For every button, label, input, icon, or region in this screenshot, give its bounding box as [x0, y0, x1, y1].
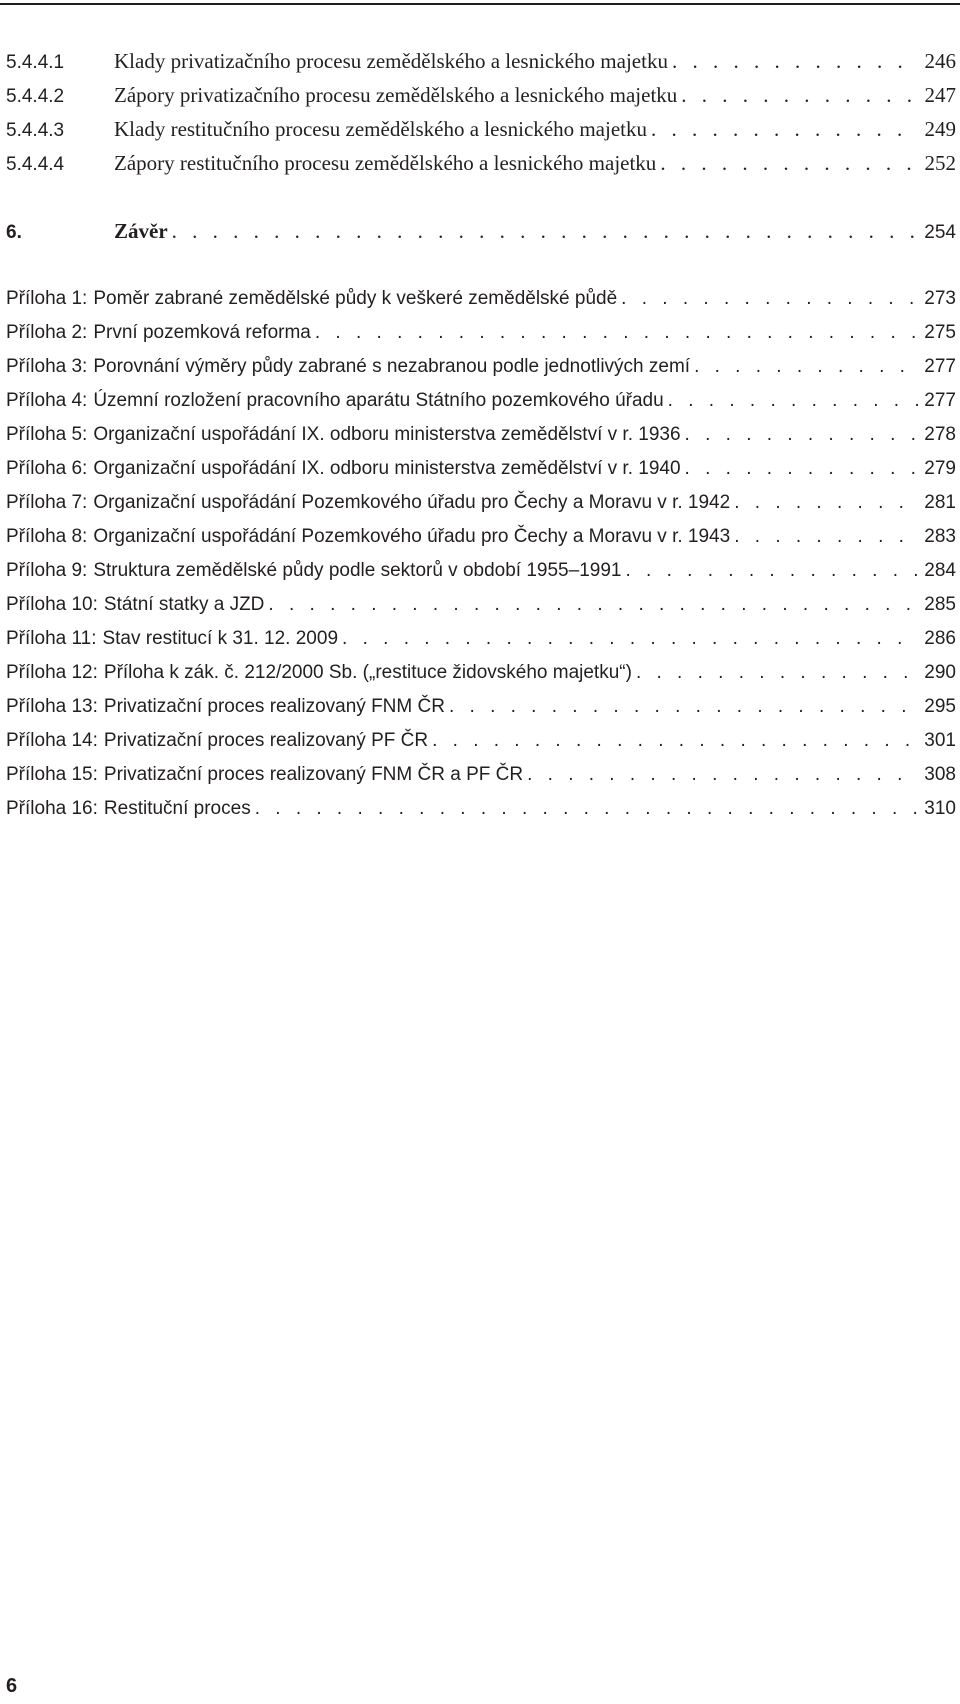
toc-entry-title: Struktura zemědělské půdy podle sektorů v období 1955–1991: [93, 560, 622, 581]
toc-entry-title: Organizační uspořádání IX. odboru ministerstva zemědělství v r. 1940: [93, 458, 681, 479]
toc-entry-label: Příloha 13:: [6, 696, 98, 717]
toc-entry-appendix-1[interactable]: [6, 282, 956, 316]
toc-entry-appendix-8[interactable]: [6, 520, 956, 554]
dot-leader: [690, 350, 918, 384]
dot-leader: [445, 690, 918, 724]
toc-entry-label: Příloha 6:: [6, 458, 88, 479]
toc-entry-page: 254: [924, 222, 956, 243]
toc-entry-number: 6.: [6, 222, 22, 243]
toc-entry-page: 283: [924, 526, 956, 547]
toc-entry-page: 285: [924, 594, 956, 615]
toc-entry-title: Zápory privatizačního procesu zemědělského a lesnického majetku: [114, 83, 678, 107]
toc-entry-appendix-10[interactable]: [6, 588, 956, 622]
toc-entry-title: Porovnání výměry půdy zabrané s nezabranou podle jednotlivých zemí: [93, 356, 691, 377]
toc-entry-page: 301: [924, 730, 956, 751]
toc-entry-page: 277: [924, 356, 956, 377]
toc-entry-page: 278: [924, 424, 956, 445]
toc-entry-appendix-2[interactable]: [6, 316, 956, 350]
dot-leader: [311, 316, 918, 350]
toc-entry-label: Příloha 9:: [6, 560, 88, 581]
toc-entry-5-4-4-2[interactable]: [6, 78, 956, 112]
toc-entry-appendix-3[interactable]: [6, 350, 956, 384]
toc-entry-appendix-15[interactable]: [6, 758, 956, 792]
toc-entry-page: 277: [924, 390, 956, 411]
dot-leader: [251, 792, 918, 826]
dot-leader: [656, 146, 918, 180]
toc-entry-appendix-14[interactable]: [6, 724, 956, 758]
dot-leader: [264, 588, 918, 622]
toc-entry-page: 290: [924, 662, 956, 683]
toc-entry-page: 308: [924, 764, 956, 785]
toc-entry-appendix-7[interactable]: [6, 486, 956, 520]
dot-leader: [730, 486, 918, 520]
dot-leader: [681, 452, 918, 486]
toc-entry-title: Klady privatizačního procesu zemědělského a lesnického majetku: [114, 49, 668, 73]
top-rule: [0, 3, 960, 5]
toc-entry-label: Příloha 12:: [6, 662, 98, 683]
toc-entry-label: Příloha 1:: [6, 288, 88, 309]
dot-leader: [523, 758, 918, 792]
toc-entry-page: 284: [924, 560, 956, 581]
toc-entry-page: 295: [924, 696, 956, 717]
toc-entry-number: 5.4.4.4: [6, 154, 65, 175]
toc-entry-title: Závěr: [114, 219, 168, 243]
toc-entry-appendix-12[interactable]: [6, 656, 956, 690]
toc-entry-page: 246: [924, 49, 956, 73]
dot-leader: [664, 384, 918, 418]
toc-entry-title: Klady restitučního procesu zemědělského a lesnického majetku: [114, 117, 647, 141]
toc-entry-appendix-5[interactable]: [6, 418, 956, 452]
toc-entry-5-4-4-1[interactable]: [6, 44, 956, 78]
toc-entry-appendix-4[interactable]: [6, 384, 956, 418]
toc-entry-appendix-6[interactable]: [6, 452, 956, 486]
dot-leader: [428, 724, 918, 758]
toc-entry-label: Příloha 15:: [6, 764, 98, 785]
toc-entry-title: Organizační uspořádání Pozemkového úřadu pro Čechy a Moravu v r. 1943: [93, 526, 731, 547]
toc-entry-label: Příloha 5:: [6, 424, 88, 445]
toc-entry-label: Příloha 14:: [6, 730, 98, 751]
toc-entry-title: Státní statky a JZD: [103, 594, 265, 615]
toc-entry-5-4-4-4[interactable]: [6, 146, 956, 180]
dot-leader: [617, 282, 918, 316]
toc-entry-title: Privatizační proces realizovaný PF ČR: [103, 730, 429, 751]
toc-entry-page: 281: [924, 492, 956, 513]
toc-entry-page: 249: [924, 117, 956, 141]
toc-entry-title: Restituční proces: [103, 798, 251, 819]
toc-entry-appendix-16[interactable]: [6, 792, 956, 826]
dot-leader: [668, 44, 918, 78]
toc-entry-title: Organizační uspořádání IX. odboru ministerstva zemědělství v r. 1936: [93, 424, 681, 445]
dot-leader: [632, 656, 918, 690]
toc-entry-label: Příloha 7:: [6, 492, 88, 513]
dot-leader: [168, 214, 918, 248]
dot-leader: [730, 520, 918, 554]
toc-entry-title: Privatizační proces realizovaný FNM ČR a PF ČR: [103, 764, 524, 785]
toc-entry-appendix-13[interactable]: [6, 690, 956, 724]
toc-entry-title: První pozemková reforma: [93, 322, 311, 343]
toc-entry-number: 5.4.4.1: [6, 52, 65, 73]
toc-entry-title: Příloha k zák. č. 212/2000 Sb. („restituce židovského majetku“): [103, 662, 632, 683]
toc-entry-page: 252: [924, 151, 956, 175]
toc-entry-page: 310: [924, 798, 956, 819]
toc-entry-title: Privatizační proces realizovaný FNM ČR: [103, 696, 445, 717]
dot-leader: [621, 554, 918, 588]
toc-entry-number: 5.4.4.3: [6, 120, 65, 141]
toc-entry-label: Příloha 10:: [6, 594, 98, 615]
toc-entry-page: 273: [924, 288, 956, 309]
toc-entry-page: 286: [924, 628, 956, 649]
dot-leader: [647, 112, 918, 146]
toc-entry-label: Příloha 8:: [6, 526, 88, 547]
toc-entry-5-4-4-3[interactable]: [6, 112, 956, 146]
toc-entry-title: Zápory restitučního procesu zemědělského a lesnického majetku: [114, 151, 657, 175]
toc-entry-label: Příloha 2:: [6, 322, 88, 343]
dot-leader: [681, 418, 918, 452]
toc-entry-page: 275: [924, 322, 956, 343]
toc-entry-chapter-6[interactable]: [6, 214, 956, 248]
dot-leader: [338, 622, 918, 656]
toc-entry-title: Stav restitucí k 31. 12. 2009: [102, 628, 339, 649]
dot-leader: [677, 78, 918, 112]
toc-entry-page: 279: [924, 458, 956, 479]
toc-entry-label: Příloha 4:: [6, 390, 88, 411]
toc-entry-label: Příloha 3:: [6, 356, 88, 377]
spacer: [6, 248, 956, 282]
table-of-contents: [6, 44, 956, 826]
toc-entry-label: Příloha 16:: [6, 798, 98, 819]
toc-entry-label: Příloha 11:: [6, 628, 97, 649]
page-number: 6: [6, 1675, 18, 1697]
toc-entry-title: Organizační uspořádání Pozemkového úřadu pro Čechy a Moravu v r. 1942: [93, 492, 731, 513]
toc-entry-title: Poměr zabrané zemědělské půdy k veškeré zemědělské půdě: [93, 288, 618, 309]
toc-entry-appendix-9[interactable]: [6, 554, 956, 588]
spacer: [6, 180, 956, 214]
toc-entry-page: 247: [924, 83, 956, 107]
toc-entry-number: 5.4.4.2: [6, 86, 65, 107]
toc-entry-appendix-11[interactable]: [6, 622, 956, 656]
toc-entry-title: Územní rozložení pracovního aparátu Státního pozemkového úřadu: [93, 390, 664, 411]
